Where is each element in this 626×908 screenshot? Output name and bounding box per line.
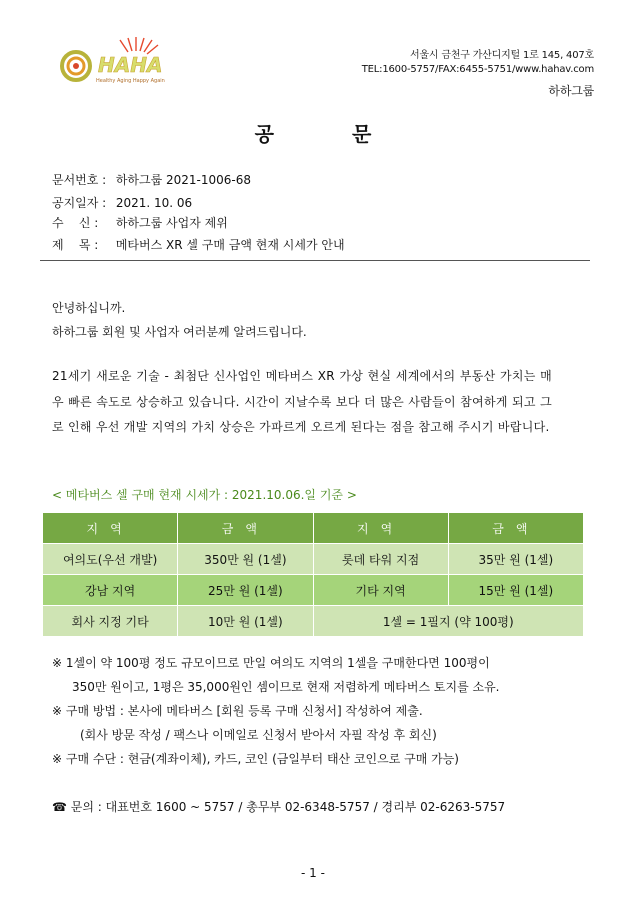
doc-number-label: 문서번호 :: [52, 173, 107, 187]
price-table: [42, 512, 584, 637]
note-1-line-1: ※ 1셀이 약 100평 정도 규모이므로 만일 여의도 지역의 1셀을 구매한다면 100평이: [52, 656, 490, 670]
table-cell: 롯데 타워 지점: [313, 544, 448, 575]
table-cell: 25만 원 (1셀): [178, 575, 313, 606]
company-name: 하하그룹: [548, 84, 594, 98]
document-title: 공문: [254, 122, 450, 146]
logo-tagline: Healthy Aging Happy Again: [96, 78, 165, 84]
notice-date-line: [52, 194, 192, 211]
subject-label: 제 목 :: [52, 238, 99, 252]
table-cell: 강남 지역: [43, 575, 178, 606]
greeting: 안녕하십니까.: [52, 301, 126, 315]
company-logo: [58, 36, 182, 92]
header-divider: [40, 260, 590, 261]
subject-line: [52, 236, 345, 253]
note-2-line-2: (회사 방문 작성 / 팩스나 이메일로 신청서 받아서 자필 작성 후 회신): [80, 728, 437, 742]
intro-text: 하하그룹 회원 및 사업자 여러분께 알려드립니다.: [52, 325, 307, 339]
note-3: ※ 구매 수단 : 현금(계좌이체), 카드, 코인 (금일부터 태산 코인으로 구매 가능): [52, 752, 459, 766]
table-row: [43, 575, 584, 606]
page-number: - 1 -: [301, 866, 325, 880]
header-region-1: 지역: [43, 513, 178, 544]
doc-number-line: [52, 171, 251, 188]
table-cell: 350만 원 (1셀): [178, 544, 313, 575]
logo-wordmark: HAHA: [98, 53, 163, 77]
header-price-2: 금액: [448, 513, 583, 544]
header-price-1: 금액: [178, 513, 313, 544]
body-paragraph: 21세기 새로운 기술 - 최첨단 신사업인 메타버스 XR 가상 현실 세계에서의 부동산 가치는 매우 빠른 속도로 상승하고 있습니다. 시간이 지날수록 보다 더 많은 사람들이 참여하게 되고 그로 인해 우선 개발 지역의 가치 상승은 가파르게 오르게 된다는 점을 참고해 주시기 바랍니다.: [52, 369, 552, 434]
header-region-2: 지역: [313, 513, 448, 544]
table-cell: 여의도(우선 개발): [43, 544, 178, 575]
table-row: [43, 544, 584, 575]
notice-date-value: 2021. 10. 06: [115, 196, 193, 210]
recipient-line: [52, 214, 228, 231]
company-address: 서울시 금천구 가산디지털 1로 145, 407호: [410, 50, 594, 61]
subject-value: 메타버스 XR 셀 구매 금액 현재 시세가 안내: [115, 238, 345, 252]
table-row: [43, 606, 584, 637]
table-header-row: [43, 513, 584, 544]
table-cell-merged: 1셀 = 1필지 (약 100평): [313, 606, 584, 637]
table-cell: 35만 원 (1셀): [448, 544, 583, 575]
inquiry-line: ☎ 문의 : 대표번호 1600 ~ 5757 / 총무부 02-6348-5757 / 경리부 02-6263-5757: [52, 800, 506, 814]
note-2-line-1: ※ 구매 방법 : 본사에 메타버스 [회원 등록 구매 신청서] 작성하여 제출.: [52, 704, 423, 718]
note-1-line-2: 350만 원이고, 1평은 35,000원인 셈이므로 현재 저렴하게 메타버스 토지를 소유.: [72, 680, 500, 694]
recipient-value: 하하그룹 사업자 제위: [115, 216, 228, 230]
table-cell: 10만 원 (1셀): [178, 606, 313, 637]
recipient-label: 수 신 :: [52, 216, 99, 230]
notice-date-label: 공지일자 :: [52, 196, 107, 210]
table-cell: 회사 지정 기타: [43, 606, 178, 637]
company-contact: TEL:1600-5757/FAX:6455-5751/www.hahav.com: [361, 64, 594, 75]
table-caption: < 메타버스 셀 구매 현재 시세가 : 2021.10.06.일 기준 >: [52, 488, 357, 502]
doc-number-value: 하하그룹 2021-1006-68: [115, 173, 252, 187]
table-cell: 기타 지역: [313, 575, 448, 606]
table-cell: 15만 원 (1셀): [448, 575, 583, 606]
